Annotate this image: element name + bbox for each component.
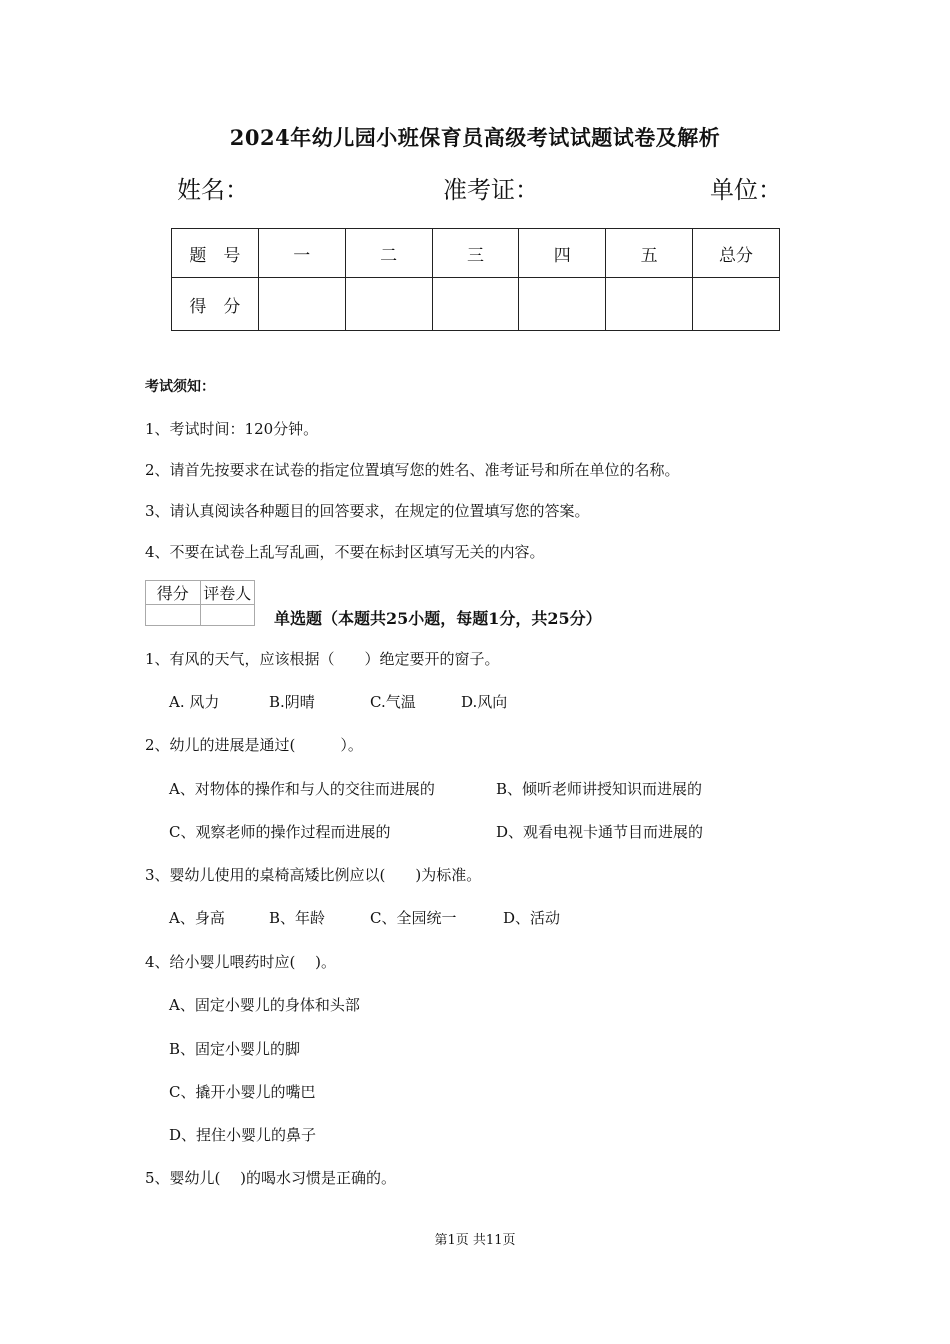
option[interactable]: B.阴晴 [269, 693, 315, 711]
notice-item: 2、请首先按要求在试卷的指定位置填写您的姓名、准考证号和所在单位的名称。 [145, 461, 680, 479]
option[interactable]: C.气温 [370, 693, 416, 711]
option[interactable]: A、身高 [169, 909, 225, 927]
notice-heading: 考试须知： [145, 379, 215, 395]
score-table [171, 228, 780, 331]
name-label: 姓名： [177, 176, 249, 204]
score-value-row [172, 278, 780, 331]
section-title: 单选题（本题共25小题，每题1分，共25分） [274, 609, 602, 628]
page-footer: 第1页 共11页 [434, 1233, 516, 1248]
grader-name-cell[interactable] [200, 605, 255, 626]
score-cell-5[interactable] [606, 278, 693, 331]
question-stem: 3、婴幼儿使用的桌椅高矮比例应以( )为标准。 [145, 866, 482, 884]
option[interactable]: C、观察老师的操作过程而进展的 [169, 823, 391, 841]
option[interactable]: D、活动 [503, 909, 561, 927]
option[interactable]: B、年龄 [269, 909, 326, 927]
option[interactable]: A. 风力 [169, 693, 220, 711]
grader-score-label: 得分 [146, 581, 201, 605]
option[interactable]: C、撬开小婴儿的嘴巴 [169, 1083, 316, 1101]
score-cell-2[interactable] [345, 278, 432, 331]
question-stem: 4、给小婴儿喂药时应( )。 [145, 953, 337, 971]
page-title: 2024年幼儿园小班保育员高级考试试题试卷及解析 [229, 125, 721, 150]
score-cell-1[interactable] [258, 278, 345, 331]
header-cell-1: 一 [258, 229, 345, 278]
option[interactable]: A、对物体的操作和与人的交往而进展的 [169, 780, 435, 798]
header-cell-3: 三 [432, 229, 519, 278]
exam-number-label: 准考证： [443, 176, 539, 204]
grader-name-label: 评卷人 [200, 581, 255, 605]
option[interactable]: B、固定小婴儿的脚 [169, 1040, 301, 1058]
header-cell-4: 四 [519, 229, 606, 278]
grader-score-cell[interactable] [146, 605, 201, 626]
question-stem: 5、婴幼儿( )的喝水习惯是正确的。 [145, 1169, 397, 1187]
option[interactable]: D、捏住小婴儿的鼻子 [169, 1126, 317, 1144]
option[interactable]: B、倾听老师讲授知识而进展的 [496, 780, 703, 798]
option[interactable]: C、全园统一 [370, 909, 457, 927]
option[interactable]: A、固定小婴儿的身体和头部 [169, 996, 360, 1014]
header-cell-5: 五 [606, 229, 693, 278]
score-header-row [172, 229, 780, 278]
question-stem: 2、幼儿的进展是通过( ）。 [145, 736, 363, 754]
notice-item: 3、请认真阅读各种题目的回答要求，在规定的位置填写您的答案。 [145, 502, 590, 520]
candidate-info [0, 170, 950, 204]
notice-item: 4、不要在试卷上乱写乱画，不要在标封区填写无关的内容。 [145, 543, 545, 561]
score-cell-4[interactable] [519, 278, 606, 331]
option[interactable]: D、观看电视卡通节目而进展的 [496, 823, 704, 841]
score-row-label: 得 分 [172, 278, 259, 331]
question-stem: 1、有风的天气，应该根据（ ）绝定要开的窗子。 [145, 650, 500, 668]
option[interactable]: D.风向 [461, 693, 508, 711]
score-cell-3[interactable] [432, 278, 519, 331]
header-cell-total: 总分 [693, 229, 780, 278]
grader-box [145, 580, 255, 626]
header-cell-question-no: 题 号 [172, 229, 259, 278]
unit-label: 单位： [710, 176, 782, 204]
score-cell-total[interactable] [693, 278, 780, 331]
header-cell-2: 二 [345, 229, 432, 278]
notice-item: 1、考试时间：120分钟。 [145, 420, 319, 438]
